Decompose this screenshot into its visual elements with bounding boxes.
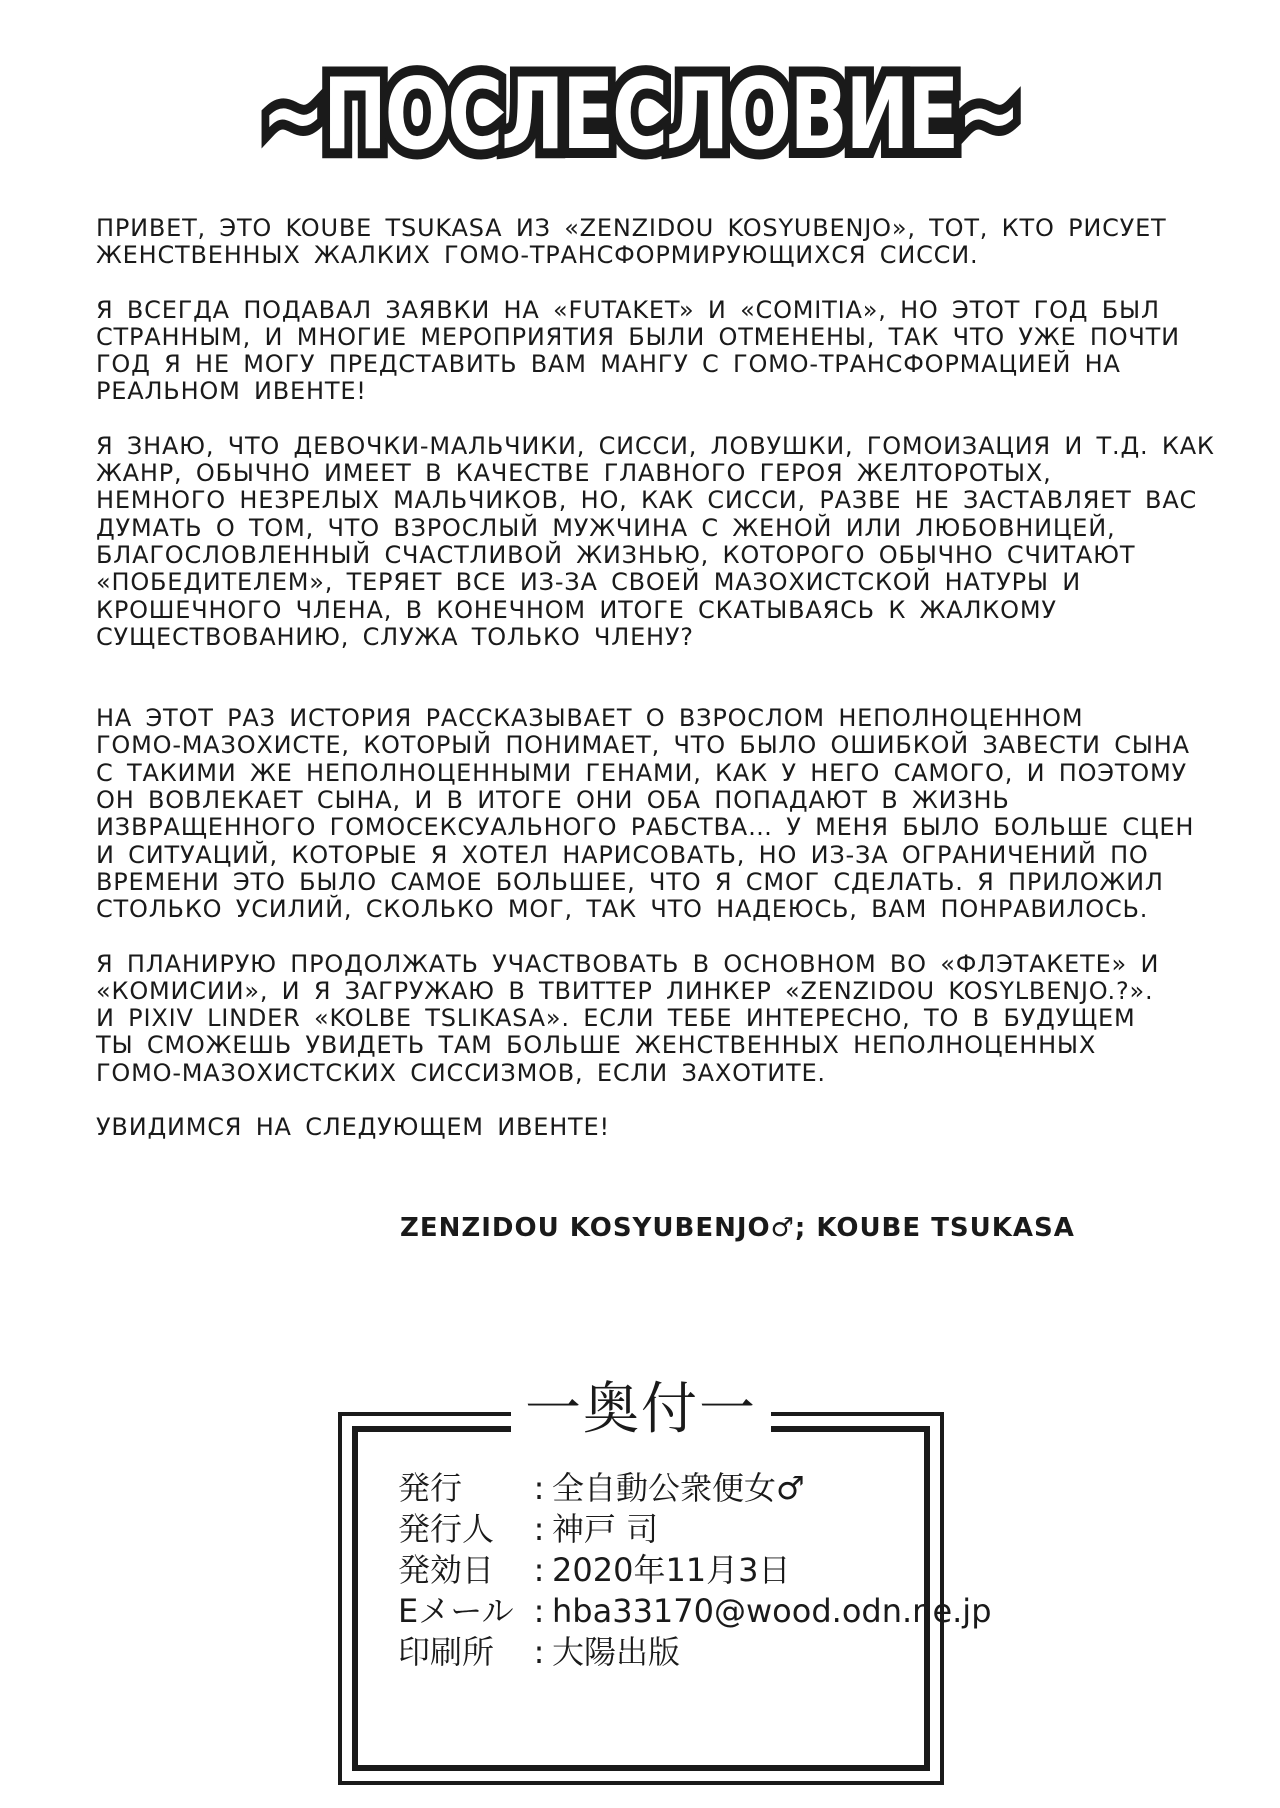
paragraph-events [96,297,1196,406]
text-line: ГОМО-МАЗОХИСТСКИХ СИССИЗМОВ, ЕСЛИ ЗАХОТИТЕ. [96,1058,826,1087]
text-line: НЕМНОГО НЕЗРЕЛЫХ МАЛЬЧИКОВ, НО, КАК СИССИ, РАЗВЕ НЕ ЗАСТАВЛЯЕТ ВАС [96,486,1198,515]
colophon-row-email [398,1591,992,1632]
page-title: ~ПОСЛЕСЛОВИЕ~ [261,58,1019,172]
text-line: НА ЭТОТ РАЗ ИСТОРИЯ РАССКАЗЫВАЕТ О ВЗРОСЛОМ НЕПОЛНОЦЕННОМ [96,704,1084,733]
colophon-label: 発行人 [398,1510,495,1548]
text-line: «ПОБЕДИТЕЛЕМ», ТЕРЯЕТ ВСЕ ИЗ-ЗА СВОЕЙ МАЗОХИСТСКОЙ НАТУРЫ И [96,568,1082,597]
text-line: ГОД Я НЕ МОГУ ПРЕДСТАВИТЬ ВАМ МАНГУ С ГОМО-ТРАНСФОРМАЦИЕЙ НА [96,350,1121,379]
colophon-row-date [398,1550,992,1591]
paragraph-farewell [96,1114,1196,1141]
text-line: СТОЛЬКО УСИЛИЙ, СКОЛЬКО МОГ, ТАК ЧТО НАДЕЮСЬ, ВАМ ПОНРАВИЛОСЬ. [96,895,1149,924]
text-line: «КОМИСИИ», И Я ЗАГРУЖАЮ В ТВИТТЕР ЛИНКЕР «ZENZIDOU KOSYLBENJO.?». [96,976,1154,1005]
text-line: БЛАГОСЛОВЛЕННЫЙ СЧАСТЛИВОЙ ЖИЗНЬЮ, КОТОРОГО ОБЫЧНО СЧИТАЮТ [96,540,1136,569]
paragraph-genre [96,431,1215,651]
text-line: ЖЕНСТВЕННЫХ ЖАЛКИХ ГОМО-ТРАНСФОРМИРУЮЩИХСЯ СИССИ. [96,241,979,270]
paragraph-story [96,705,1196,923]
colophon-value: 全自動公衆便女♂ [552,1469,805,1507]
colophon-separator: : [533,1469,545,1507]
paragraph-greeting [96,215,1196,270]
text-line: СТРАННЫМ, И МНОГИЕ МЕРОПРИЯТИЯ БЫЛИ ОТМЕНЕНЫ, ТАК ЧТО УЖЕ ПОЧТИ [96,322,1180,351]
colophon-label: 印刷所 [398,1633,495,1671]
text-line: УВИДИМСЯ НА СЛЕДУЮЩЕМ ИВЕНТЕ! [96,1113,610,1142]
colophon-label: Eメール [398,1592,514,1630]
colophon-box [338,1377,992,1785]
text-line: РЕАЛЬНОМ ИВЕНТЕ! [96,377,367,406]
colophon-value: 2020年11月3日 [552,1551,791,1589]
text-line: ИЗВРАЩЕННОГО ГОМОСЕКСУАЛЬНОГО РАБСТВА… У МЕНЯ БЫЛО БОЛЬШЕ СЦЕН [96,813,1195,842]
text-line: ПРИВЕТ, ЭТО KOUBE TSUKASA ИЗ «ZENZIDOU KOSYUBENJO», ТОТ, КТО РИСУЕТ [96,214,1167,242]
colophon-row-printer [398,1632,992,1673]
colophon-row-issuer [398,1509,992,1550]
text-line: ТЫ СМОЖЕШЬ УВИДЕТЬ ТАМ БОЛЬШЕ ЖЕНСТВЕННЫХ НЕПОЛНОЦЕННЫХ [96,1031,1097,1060]
colophon-separator: : [533,1551,545,1589]
colophon-separator: : [533,1592,545,1630]
text-line: ДУМАТЬ О ТОМ, ЧТО ВЗРОСЛЫЙ МУЖЧИНА С ЖЕНОЙ ИЛИ ЛЮБОВНИЦЕЙ, [96,513,1116,542]
text-line: ГОМО-МАЗОХИСТЕ, КОТОРЫЙ ПОНИМАЕТ, ЧТО БЫЛО ОШИБКОЙ ЗАВЕСТИ СЫНА [96,731,1190,760]
text-line: Я ЗНАЮ, ЧТО ДЕВОЧКИ-МАЛЬЧИКИ, СИССИ, ЛОВУШКИ, ГОМОИЗАЦИЯ И Т.Д. КАК [96,431,1215,460]
colophon-separator: : [533,1510,545,1548]
text-line: С ТАКИМИ ЖЕ НЕПОЛНОЦЕННЫМИ ГЕНАМИ, КАК У НЕГО САМОГО, И ПОЭТОМУ [96,758,1187,787]
colophon-separator: : [533,1633,545,1671]
text-line: Я ПЛАНИРУЮ ПРОДОЛЖАТЬ УЧАСТВОВАТЬ В ОСНОВНОМ ВО «ФЛЭТАКЕТЕ» И [96,949,1160,978]
text-line: Я ВСЕГДА ПОДАВАЛ ЗАЯВКИ НА «FUTAKET» И «COMITIA», НО ЭТОТ ГОД БЫЛ [96,295,1160,324]
colophon-value: hba33170@wood.odn.ne.jp [552,1592,992,1630]
author-signature: ZENZIDOU KOSYUBENJO♂; KOUBE TSUKASA [400,1213,1075,1243]
text-line: ЖАНР, ОБЫЧНО ИМЕЕТ В КАЧЕСТВЕ ГЛАВНОГО ГЕРОЯ ЖЕЛТОРОТЫХ, [96,459,1052,488]
text-line: КРОШЕЧНОГО ЧЛЕНА, В КОНЕЧНОМ ИТОГЕ СКАТЫВАЯСЬ К ЖАЛКОМУ [96,595,1057,624]
colophon-value: 神戸 司 [552,1510,659,1548]
colophon-label: 発行 [398,1469,463,1507]
colophon-label: 発効日 [398,1551,495,1589]
colophon-header: 一奥付一 [511,1374,771,1446]
colophon-row-publisher [398,1468,992,1509]
colophon-value: 大陽出版 [552,1633,681,1671]
text-line: СУЩЕСТВОВАНИЮ, СЛУЖА ТОЛЬКО ЧЛЕНУ? [96,622,694,651]
paragraph-plans [96,951,1196,1087]
afterword-body [96,214,1215,1168]
text-line: И СИТУАЦИЙ, КОТОРЫЕ Я ХОТЕЛ НАРИСОВАТЬ, НО ИЗ-ЗА ОГРАНИЧЕНИЙ ПО [96,840,1149,869]
text-line: ВРЕМЕНИ ЭТО БЫЛО САМОЕ БОЛЬШЕЕ, ЧТО Я СМОГ СДЕЛАТЬ. Я ПРИЛОЖИЛ [96,867,1164,896]
colophon-rows [398,1468,992,1673]
text-line: ОН ВОВЛЕКАЕТ СЫНА, И В ИТОГЕ ОНИ ОБА ПОПАДАЮТ В ЖИЗНЬ [96,786,1010,815]
text-line: И PIXIV LINDER «KOLBE TSLIKASA». ЕСЛИ ТЕБЕ ИНТЕРЕСНО, ТО В БУДУЩЕМ [96,1004,1136,1033]
